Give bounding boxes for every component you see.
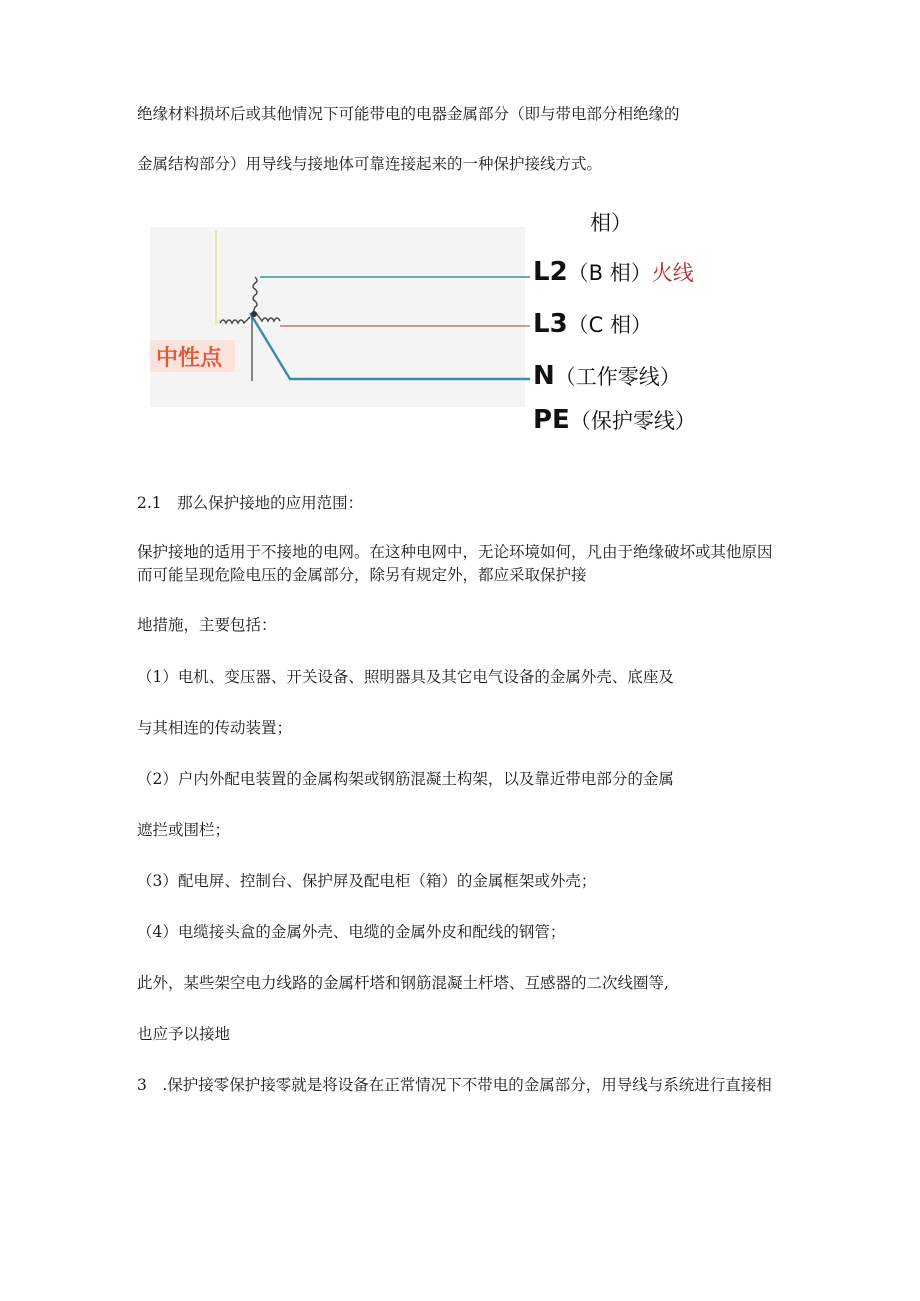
section-2-1-para-end: 地措施，主要包括：: [137, 616, 277, 634]
extra-line-1: 此外，某些架空电力线路的金属杆塔和钢筋混凝土杆塔、互感器的二次线圈等,: [137, 974, 669, 992]
item-2-line-1: （2）户内外配电装置的金属构架或钢筋混凝土构架，以及靠近带电部分的金属: [137, 770, 674, 788]
intro-line-2: 金属结构部分）用导线与接地体可靠连接起来的一种保护接线方式。: [137, 155, 603, 173]
item-1-line-1: （1）电机、变压器、开关设备、照明器具及其它电气设备的金属外壳、底座及: [137, 668, 674, 686]
extra-line-2: 也应予以接地: [137, 1025, 231, 1043]
grounding-diagram: [150, 205, 750, 450]
item-3: （3）配电屏、控制台、保护屏及配电柜（箱）的金属框架或外壳；: [137, 872, 597, 890]
phase-label-top: 相）: [590, 211, 632, 235]
item-2-line-2: 遮拦或围栏；: [137, 821, 231, 839]
section-2-1-heading: 2.1 那么保护接地的应用范围：: [137, 494, 364, 512]
neutral-point-dot: [251, 311, 257, 317]
neutral-point-label: 中性点: [156, 345, 223, 370]
label-n: N（工作零线）: [533, 361, 681, 391]
section-3-text: 3 .保护接零保护接零就是将设备在正常情况下不带电的金属部分，用导线与系统进行直接相: [137, 1076, 772, 1094]
fire-wire-label: 火线: [651, 261, 694, 285]
section-2-1-para: 保护接地的适用于不接地的电网。在这种电网中，无论环境如何，凡由于绝缘破坏或其他原因而可能呈现危险电压的金属部分，除另有规定外，都应采取保护接: [137, 543, 773, 584]
item-1-line-2: 与其相连的传动装置；: [137, 719, 293, 737]
label-l3: L3（C 相）: [533, 309, 653, 339]
label-l2: L2（B 相）火线: [533, 257, 694, 287]
intro-line-1: 绝缘材料损坏后或其他情况下可能带电的电器金属部分（即与带电部分相绝缘的: [137, 105, 680, 123]
item-4: （4）电缆接头盒的金属外壳、电缆的金属外皮和配线的钢管；: [137, 923, 566, 941]
label-pe: PE（保护零线）: [533, 405, 696, 435]
